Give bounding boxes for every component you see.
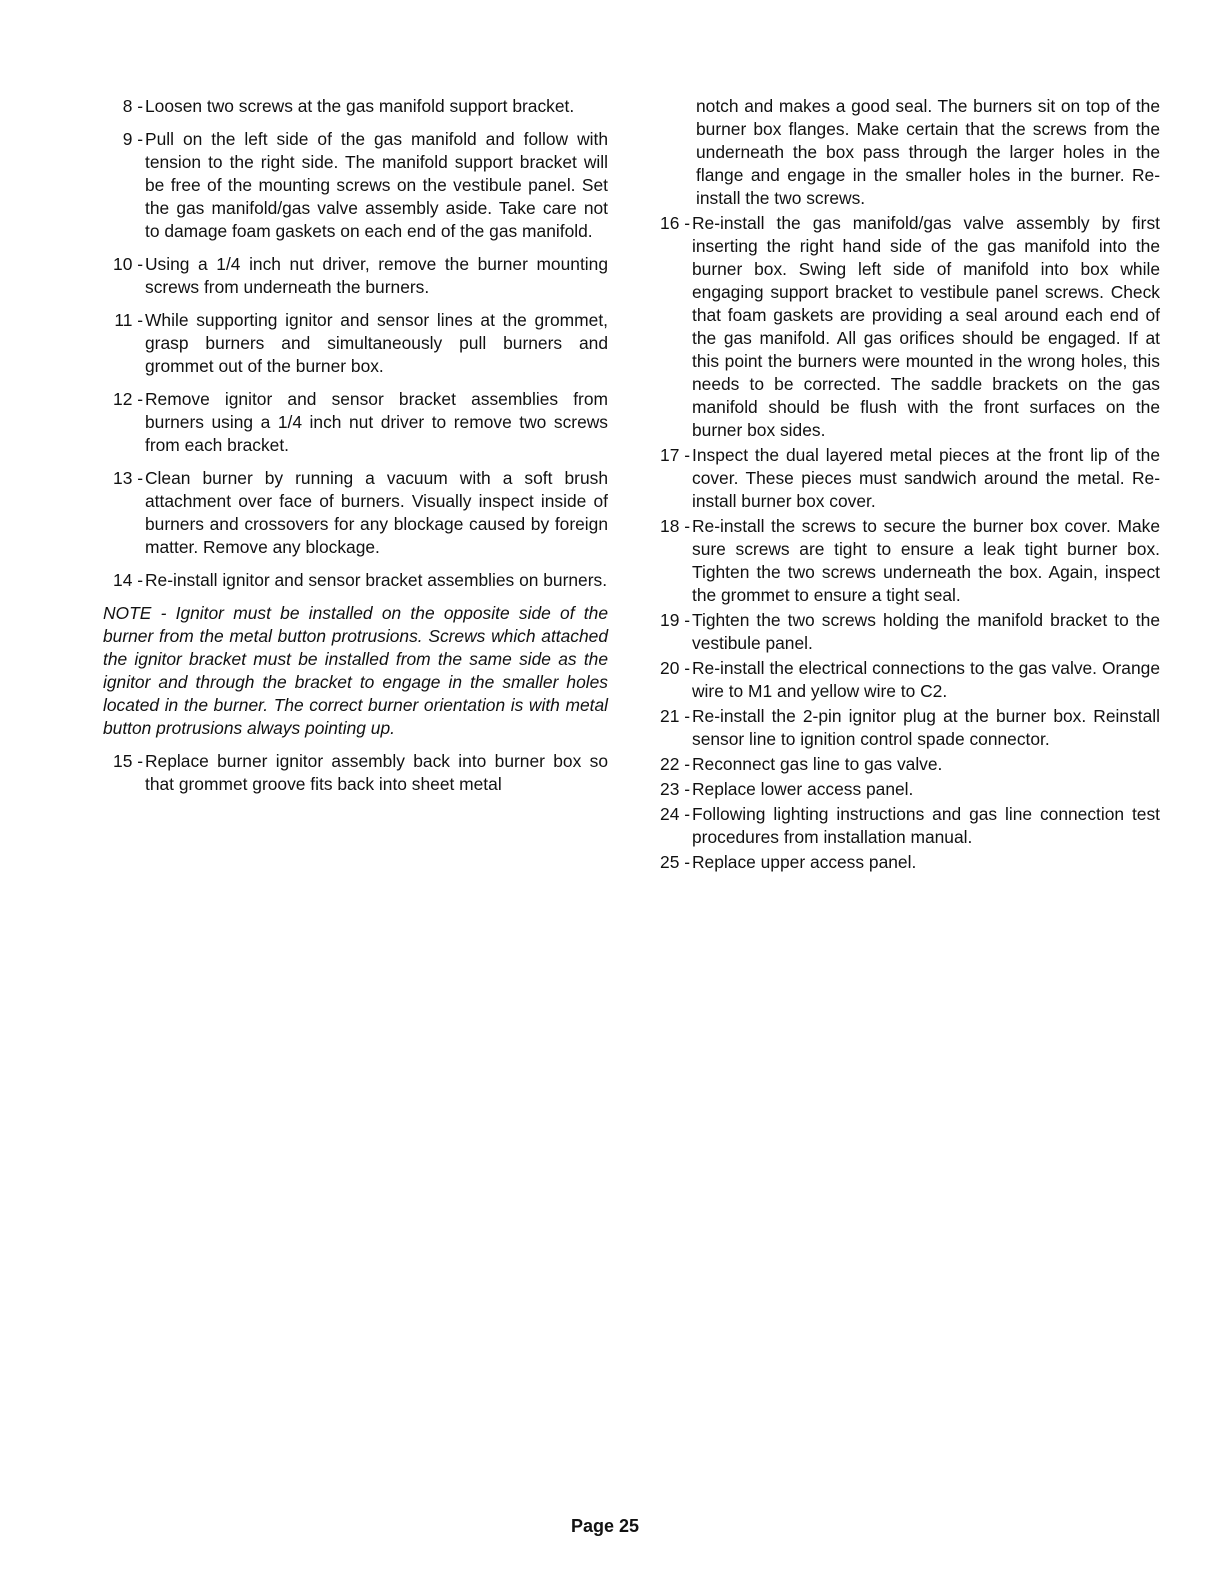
step-17 — [650, 444, 1160, 513]
step-text: Inspect the dual layered metal pieces at the front lip of the cover. These pieces must sandwich around the metal. Re-install burner box cover. — [692, 445, 1160, 511]
step-14 — [103, 569, 608, 592]
step-number: 19 - — [660, 610, 690, 630]
step-19 — [650, 609, 1160, 655]
step-12 — [103, 388, 608, 457]
step-text: Re-install ignitor and sensor bracket assemblies on burners. — [145, 570, 608, 590]
step-text: Loosen two screws at the gas manifold support bracket. — [145, 96, 575, 116]
step-text: Replace burner ignitor assembly back into burner box so that grommet groove fits back into sheet metal — [145, 751, 608, 794]
left-column — [103, 95, 608, 806]
step-text: Re-install the 2-pin ignitor plug at the burner box. Reinstall sensor line to ignition control spade connector. — [692, 706, 1160, 749]
step-number: 11 - — [114, 310, 143, 330]
step-number: 20 - — [660, 658, 690, 678]
step-13 — [103, 467, 608, 559]
step-number: 16 - — [660, 213, 690, 233]
step-number: 17 - — [660, 445, 690, 465]
page-number: Page 25 — [570, 1516, 640, 1536]
step-24 — [650, 803, 1160, 849]
step-16 — [650, 212, 1160, 442]
step-number: 14 - — [113, 570, 143, 590]
step-number: 24 - — [660, 804, 690, 824]
step-text: Replace upper access panel. — [692, 852, 917, 872]
step-number: 12 - — [113, 389, 143, 409]
step-text: Tighten the two screws holding the manifold bracket to the vestibule panel. — [692, 610, 1160, 653]
step-number: 8 - — [122, 96, 143, 116]
step-21 — [650, 705, 1160, 751]
step-18 — [650, 515, 1160, 607]
right-column — [650, 95, 1160, 876]
step-number: 25 - — [660, 852, 690, 872]
step-text: Remove ignitor and sensor bracket assemblies from burners using a 1/4 inch nut driver to remove two screws from each bracket. — [145, 389, 608, 455]
step-text: Following lighting instructions and gas line connection test procedures from installation manual. — [692, 804, 1160, 847]
step-number: 15 - — [113, 751, 143, 771]
step-15-continued: notch and makes a good seal. The burners sit on top of the burner box flanges. Make certain that the screws from the underneath the box pass through the larger holes in the flange and engage in the smaller holes in the burner. Re-install the two screws. — [696, 96, 1160, 208]
step-10 — [103, 253, 608, 299]
step-number: 21 - — [660, 706, 690, 726]
step-text: While supporting ignitor and sensor lines at the grommet, grasp burners and simultaneously pull burners and grommet out of the burner box. — [145, 310, 608, 376]
step-22 — [650, 753, 1160, 776]
step-9 — [103, 128, 608, 243]
step-8 — [103, 95, 608, 118]
step-text: Re-install the electrical connections to the gas valve. Orange wire to M1 and yellow wire to C2. — [692, 658, 1160, 701]
step-number: 10 - — [113, 254, 143, 274]
ignitor-note: NOTE - Ignitor must be installed on the opposite side of the burner from the metal button protrusions. Screws which attached the ignitor bracket must be installed from the same side as the ignitor and through the bracket to engage in the smaller holes located in the burner. The correct burner orientation is with metal button protrusions always pointing up. — [103, 603, 608, 738]
step-number: 13 - — [113, 468, 143, 488]
step-15 — [103, 750, 608, 796]
step-number: 18 - — [660, 516, 690, 536]
step-text: Clean burner by running a vacuum with a soft brush attachment over face of burners. Visually inspect inside of burners and crossovers for any blockage caused by foreign matter. Remove any blockage. — [145, 468, 608, 557]
step-number: 23 - — [660, 779, 690, 799]
step-text: Re-install the gas manifold/gas valve assembly by first inserting the right hand side of the gas manifold into the burner box. Swing left side of manifold into box while engaging support bracket to vestibule panel screws. Check that foam gaskets are providing a seal around each end of the gas manifold. All gas orifices should be engaged. If at this point the burners were mounted in the wrong holes, this needs to be corrected. The saddle brackets on the gas manifold should be flush with the front surfaces on the burner box sides. — [692, 213, 1160, 440]
step-text: Replace lower access panel. — [692, 779, 914, 799]
step-11 — [103, 309, 608, 378]
step-23 — [650, 778, 1160, 801]
step-number: 22 - — [660, 754, 690, 774]
step-text: Pull on the left side of the gas manifold and follow with tension to the right side. The manifold support bracket will be free of the mounting screws on the vestibule panel. Set the gas manifold/gas valve assembly aside. Take care not to damage foam gaskets on each end of the gas manifold. — [145, 129, 608, 241]
step-text: Using a 1/4 inch nut driver, remove the burner mounting screws from underneath the burners. — [145, 254, 608, 297]
step-text: Re-install the screws to secure the burner box cover. Make sure screws are tight to ensure a leak tight burner box. Tighten the two screws underneath the box. Again, inspect the grommet to ensure a tight seal. — [692, 516, 1160, 605]
step-text: Reconnect gas line to gas valve. — [692, 754, 943, 774]
step-number: 9 - — [122, 129, 143, 149]
step-25 — [650, 851, 1160, 874]
step-20 — [650, 657, 1160, 703]
